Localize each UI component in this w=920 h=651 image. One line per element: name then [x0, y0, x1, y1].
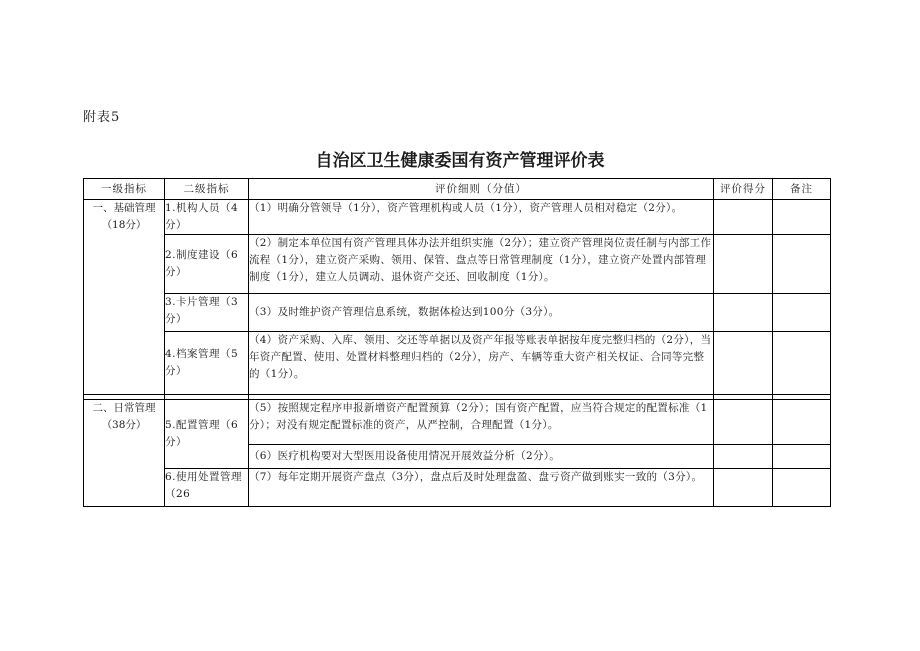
- detail-cell: （7）每年定期开展资产盘点（3分），盘点后及时处理盘盈、盘亏资产做到账实一致的（3分）。: [249, 469, 714, 507]
- remark-cell[interactable]: [773, 294, 831, 332]
- evaluation-table: [83, 178, 831, 507]
- remark-cell[interactable]: [773, 400, 831, 445]
- table-row: [84, 200, 831, 235]
- score-cell[interactable]: [714, 445, 773, 469]
- score-cell[interactable]: [714, 235, 773, 294]
- table-row: [84, 332, 831, 395]
- category-label: 二、日常管理 （38分）: [92, 402, 156, 431]
- score-cell[interactable]: [714, 469, 773, 507]
- detail-cell: [249, 235, 714, 294]
- detail-text: （2）制定本单位国有资产管理具体办法并组织实施（2分）；建立资产管理岗位责任制与内部工作流程（1分），建立资产采购、领用、保管、盘点等日常管理制度（1分），建立资产处置内部管理制度（1分），建立人员调动、退休资产交还、回收制度（1分）。: [249, 237, 712, 283]
- table-row: [84, 294, 831, 332]
- detail-cell: （5）按照规定程序申报新增资产配置预算（2分）；国有资产配置，应当符合规定的配置标准（1分）；对没有规定配置标准的资产，从严控制，合理配置（1分）。: [249, 400, 714, 445]
- remark-cell[interactable]: [773, 235, 831, 294]
- score-cell[interactable]: [714, 332, 773, 395]
- header-level2: 二级指标: [165, 179, 249, 200]
- sub-indicator-text: 6.使用处置管理（26: [165, 471, 243, 500]
- category-daily-management: [84, 400, 165, 507]
- header-score: 评价得分: [714, 179, 773, 200]
- table-row: [84, 235, 831, 294]
- score-cell[interactable]: [714, 200, 773, 235]
- header-level1: 一级指标: [84, 179, 165, 200]
- remark-cell[interactable]: [773, 332, 831, 395]
- detail-cell: （1）明确分管领导（1分），资产管理机构或人员（1分），资产管理人员相对稳定（2分）。: [249, 200, 714, 235]
- table-row: [84, 400, 831, 445]
- remark-cell[interactable]: [773, 445, 831, 469]
- table-row: [84, 469, 831, 507]
- detail-cell: （4）资产采购、入库、领用、交还等单据以及资产年报等账表单据按年度完整归档的（2分），当年资产配置、使用、处置材料整理归档的（2分），房产、车辆等重大资产相关权证、合同等完整的（1分）。: [249, 332, 714, 395]
- detail-cell: （3）及时维护资产管理信息系统，数据体检达到100分（3分）。: [249, 294, 714, 332]
- header-row: [84, 179, 831, 200]
- score-cell[interactable]: [714, 400, 773, 445]
- sub-indicator: 3.卡片管理（3分）: [165, 294, 249, 332]
- sub-indicator: [165, 469, 249, 507]
- category-basic-management: [84, 200, 165, 395]
- annex-label: 附表5: [83, 110, 121, 125]
- category-label: 一、基础管理 （18分）: [92, 202, 156, 231]
- header-remark: 备注: [773, 179, 831, 200]
- remark-cell[interactable]: [773, 200, 831, 235]
- score-cell[interactable]: [714, 294, 773, 332]
- sub-indicator: 2.制度建设（6分）: [165, 235, 249, 294]
- sub-indicator: 5.配置管理（6分）: [165, 400, 249, 469]
- sub-indicator: 4.档案管理（5分）: [165, 332, 249, 395]
- header-detail: 评价细则（分值）: [249, 179, 714, 200]
- sub-indicator: 1.机构人员（4分）: [165, 200, 249, 235]
- remark-cell[interactable]: [773, 469, 831, 507]
- page-title: 自治区卫生健康委国有资产管理评价表: [315, 151, 605, 171]
- detail-cell: （6）医疗机构要对大型医用设备使用情况开展效益分析（2分）。: [249, 445, 714, 469]
